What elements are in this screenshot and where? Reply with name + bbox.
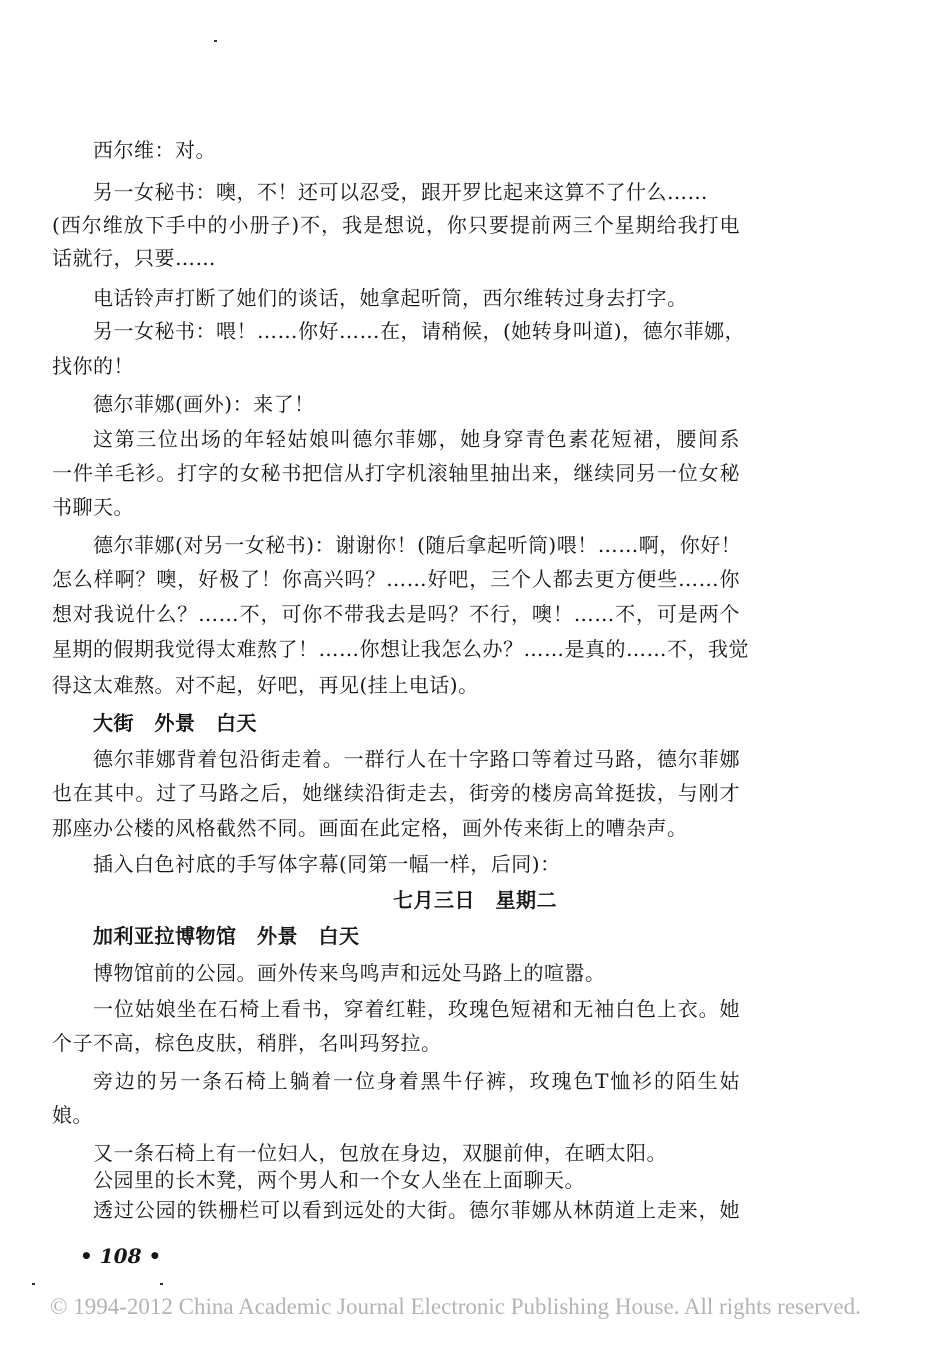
- text-line: 星期的假期我觉得太难熬了！……你想让我怎么办？……是真的……不，我觉: [52, 637, 749, 661]
- text-line: 找你的！: [52, 354, 134, 378]
- scene-heading: 加利亚拉博物馆 外景 白天: [93, 924, 360, 948]
- text-line: 公园里的长木凳，两个男人和一个女人坐在上面聊天。: [93, 1168, 585, 1192]
- copyright-notice: © 1994-2012 China Academic Journal Electronic Publishing House. All rights reserved.: [50, 1294, 861, 1319]
- text-line: 旁边的另一条石椅上躺着一位身着黑牛仔裤，玫瑰色T恤衫的陌生姑: [93, 1069, 740, 1093]
- text-line: 这第三位出场的年轻姑娘叫德尔菲娜，她身穿青色素花短裙，腰间系: [93, 427, 740, 451]
- text-line: 德尔菲娜(对另一女秘书)：谢谢你！(随后拿起听筒)喂！……啊，你好！: [93, 533, 742, 557]
- text-line: 一件羊毛衫。打字的女秘书把信从打字机滚轴里抽出来，继续同另一位女秘: [52, 461, 740, 485]
- text-line: 话就行，只要……: [52, 246, 216, 270]
- text-line: (西尔维放下手中的小册子)不，我是想说，你只要提前两三个星期给我打电: [52, 213, 740, 237]
- text-line: 娘。: [52, 1103, 93, 1127]
- text-line: 也在其中。过了马路之后，她继续沿街走去，街旁的楼房高耸挺拔，与刚才: [52, 781, 740, 805]
- scene-heading: 大街 外景 白天: [93, 711, 257, 735]
- text-line: 那座办公楼的风格截然不同。画面在此定格，画外传来街上的嘈杂声。: [52, 816, 688, 840]
- date-heading: 七月三日 星期二: [393, 888, 557, 912]
- scan-speck: [32, 1283, 35, 1285]
- text-line: 怎么样啊？噢，好极了！你高兴吗？……好吧，三个人都去更方便些……你: [52, 567, 740, 591]
- text-line: 西尔维：对。: [93, 138, 216, 162]
- text-line: 另一女秘书：喂！……你好……在，请稍候，(她转身叫道)，德尔菲娜，: [93, 319, 746, 343]
- text-line: 又一条石椅上有一位妇人，包放在身边，双腿前伸，在晒太阳。: [93, 1141, 667, 1165]
- text-line: 博物馆前的公园。画外传来鸟鸣声和远处马路上的喧嚣。: [93, 961, 606, 985]
- text-line: 一位姑娘坐在石椅上看书，穿着红鞋，玫瑰色短裙和无袖白色上衣。她: [93, 997, 740, 1021]
- text-line: 另一女秘书：噢，不！还可以忍受，跟开罗比起来这算不了什么……: [93, 180, 708, 204]
- text-line: 个子不高，棕色皮肤，稍胖，名叫玛努拉。: [52, 1031, 442, 1055]
- text-line: 德尔菲娜(画外)：来了！: [93, 392, 315, 416]
- text-line: 书聊天。: [52, 495, 134, 519]
- text-line: 透过公园的铁栅栏可以看到远处的大街。德尔菲娜从林荫道上走来，她: [93, 1198, 740, 1222]
- page-number: • 108 •: [80, 1244, 162, 1268]
- text-line: 德尔菲娜背着包沿街走着。一群行人在十字路口等着过马路，德尔菲娜: [93, 747, 740, 771]
- text-line: 插入白色衬底的手写体字幕(同第一幅一样，后同)：: [93, 852, 561, 876]
- scan-speck: [160, 1283, 163, 1285]
- text-line: 电话铃声打断了她们的谈话，她拿起听筒，西尔维转过身去打字。: [93, 286, 688, 310]
- text-line: 想对我说什么？……不，可你不带我去是吗？不行，噢！……不，可是两个: [52, 602, 740, 626]
- scan-speck: [214, 40, 217, 42]
- text-line: 得这太难熬。对不起，好吧，再见(挂上电话)。: [52, 673, 479, 697]
